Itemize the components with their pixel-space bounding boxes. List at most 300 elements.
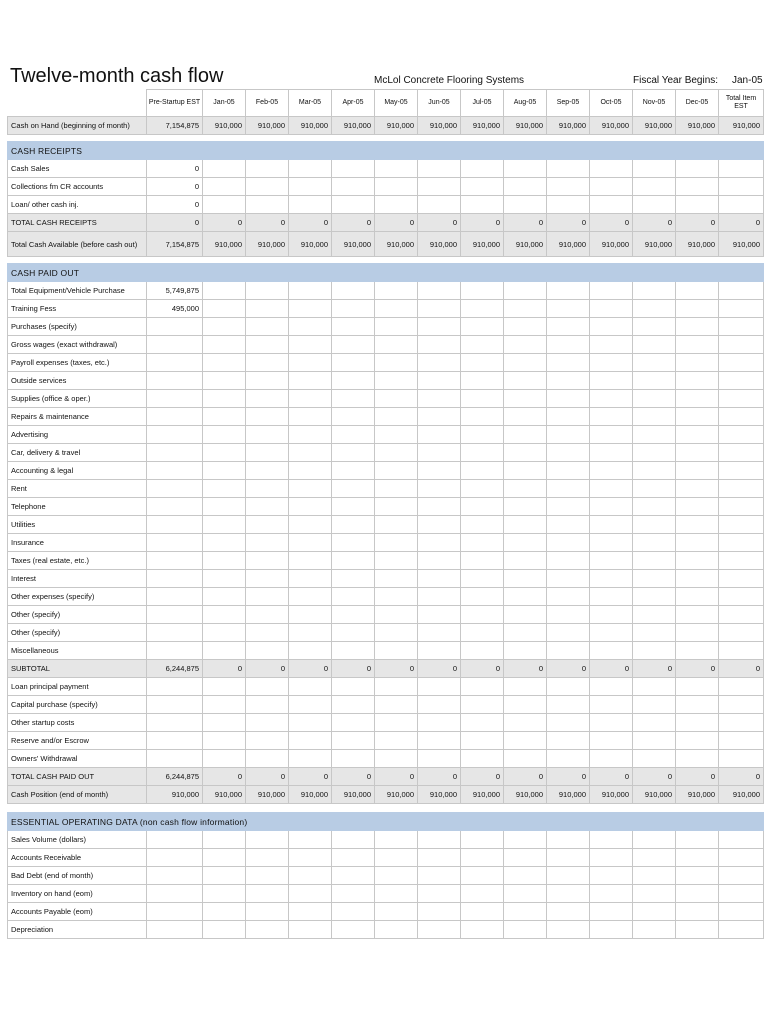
- cell-total-item-est[interactable]: [719, 867, 764, 885]
- cell-jun-05[interactable]: [418, 750, 461, 768]
- cell-jun-05[interactable]: [418, 408, 461, 426]
- cell-feb-05[interactable]: [246, 831, 289, 849]
- cell-mar-05[interactable]: [289, 196, 332, 214]
- cell-may-05[interactable]: [375, 570, 418, 588]
- cell-nov-05[interactable]: [633, 714, 676, 732]
- cell-aug-05[interactable]: [504, 282, 547, 300]
- cell-apr-05[interactable]: [332, 196, 375, 214]
- cell-sep-05[interactable]: [547, 714, 590, 732]
- cell-jun-05[interactable]: [418, 642, 461, 660]
- cell-oct-05[interactable]: [590, 678, 633, 696]
- cell-feb-05[interactable]: [246, 408, 289, 426]
- cell-jan-05[interactable]: [203, 160, 246, 178]
- cell-total-item-est[interactable]: [719, 336, 764, 354]
- cell-pre-startup-est[interactable]: 0: [147, 178, 203, 196]
- cell-oct-05[interactable]: [590, 516, 633, 534]
- cell-pre-startup-est[interactable]: 910,000: [147, 786, 203, 804]
- cell-sep-05[interactable]: 910,000: [547, 232, 590, 257]
- cell-sep-05[interactable]: [547, 867, 590, 885]
- cell-total-item-est[interactable]: [719, 282, 764, 300]
- cell-oct-05[interactable]: [590, 160, 633, 178]
- cell-apr-05[interactable]: [332, 178, 375, 196]
- cell-sep-05[interactable]: [547, 885, 590, 903]
- cell-jul-05[interactable]: 910,000: [461, 117, 504, 135]
- cell-mar-05[interactable]: [289, 462, 332, 480]
- cell-oct-05[interactable]: [590, 498, 633, 516]
- cell-jun-05[interactable]: [418, 282, 461, 300]
- cell-feb-05[interactable]: [246, 750, 289, 768]
- cell-oct-05[interactable]: [590, 642, 633, 660]
- cell-mar-05[interactable]: 910,000: [289, 786, 332, 804]
- cell-jun-05[interactable]: [418, 372, 461, 390]
- cell-apr-05[interactable]: [332, 372, 375, 390]
- cell-feb-05[interactable]: [246, 624, 289, 642]
- cell-total-item-est[interactable]: 0: [719, 768, 764, 786]
- cell-apr-05[interactable]: [332, 849, 375, 867]
- cell-sep-05[interactable]: [547, 178, 590, 196]
- cell-total-item-est[interactable]: [719, 606, 764, 624]
- cell-dec-05[interactable]: [676, 318, 719, 336]
- cell-total-item-est[interactable]: [719, 750, 764, 768]
- cell-mar-05[interactable]: [289, 849, 332, 867]
- cell-dec-05[interactable]: [676, 903, 719, 921]
- cell-pre-startup-est[interactable]: [147, 570, 203, 588]
- cell-apr-05[interactable]: 0: [332, 660, 375, 678]
- cell-jan-05[interactable]: [203, 480, 246, 498]
- cell-may-05[interactable]: [375, 354, 418, 372]
- cell-jan-05[interactable]: [203, 570, 246, 588]
- cell-aug-05[interactable]: 0: [504, 660, 547, 678]
- cell-jan-05[interactable]: [203, 750, 246, 768]
- cell-oct-05[interactable]: [590, 282, 633, 300]
- cell-feb-05[interactable]: [246, 318, 289, 336]
- cell-dec-05[interactable]: [676, 696, 719, 714]
- cell-jan-05[interactable]: [203, 867, 246, 885]
- cell-mar-05[interactable]: [289, 732, 332, 750]
- cell-jun-05[interactable]: [418, 588, 461, 606]
- cell-feb-05[interactable]: [246, 336, 289, 354]
- cell-nov-05[interactable]: [633, 336, 676, 354]
- cell-nov-05[interactable]: 0: [633, 768, 676, 786]
- cell-oct-05[interactable]: 0: [590, 660, 633, 678]
- cell-pre-startup-est[interactable]: [147, 534, 203, 552]
- cell-oct-05[interactable]: [590, 732, 633, 750]
- cell-jun-05[interactable]: [418, 462, 461, 480]
- cell-nov-05[interactable]: [633, 678, 676, 696]
- cell-dec-05[interactable]: 910,000: [676, 232, 719, 257]
- cell-total-item-est[interactable]: [719, 300, 764, 318]
- cell-nov-05[interactable]: [633, 534, 676, 552]
- cell-may-05[interactable]: [375, 624, 418, 642]
- cell-dec-05[interactable]: [676, 426, 719, 444]
- cell-may-05[interactable]: [375, 178, 418, 196]
- cell-mar-05[interactable]: 0: [289, 214, 332, 232]
- cell-nov-05[interactable]: [633, 750, 676, 768]
- cell-may-05[interactable]: [375, 831, 418, 849]
- cell-feb-05[interactable]: [246, 570, 289, 588]
- cell-jul-05[interactable]: [461, 354, 504, 372]
- cell-dec-05[interactable]: [676, 390, 719, 408]
- cell-aug-05[interactable]: 910,000: [504, 786, 547, 804]
- cell-sep-05[interactable]: [547, 354, 590, 372]
- cell-jun-05[interactable]: [418, 354, 461, 372]
- cell-aug-05[interactable]: [504, 885, 547, 903]
- cell-nov-05[interactable]: [633, 408, 676, 426]
- cell-feb-05[interactable]: [246, 160, 289, 178]
- cell-aug-05[interactable]: [504, 372, 547, 390]
- cell-jul-05[interactable]: 0: [461, 214, 504, 232]
- cell-pre-startup-est[interactable]: [147, 408, 203, 426]
- cell-dec-05[interactable]: [676, 498, 719, 516]
- cell-jan-05[interactable]: [203, 831, 246, 849]
- cell-jul-05[interactable]: 910,000: [461, 786, 504, 804]
- cell-jan-05[interactable]: [203, 678, 246, 696]
- cell-oct-05[interactable]: 910,000: [590, 117, 633, 135]
- cell-jan-05[interactable]: [203, 498, 246, 516]
- cell-nov-05[interactable]: [633, 570, 676, 588]
- cell-mar-05[interactable]: [289, 178, 332, 196]
- cell-aug-05[interactable]: [504, 498, 547, 516]
- cell-oct-05[interactable]: [590, 444, 633, 462]
- cell-aug-05[interactable]: [504, 300, 547, 318]
- cell-pre-startup-est[interactable]: [147, 714, 203, 732]
- cell-may-05[interactable]: [375, 921, 418, 939]
- cell-mar-05[interactable]: [289, 408, 332, 426]
- cell-dec-05[interactable]: [676, 606, 719, 624]
- cell-may-05[interactable]: 910,000: [375, 786, 418, 804]
- cell-jun-05[interactable]: [418, 336, 461, 354]
- cell-sep-05[interactable]: [547, 570, 590, 588]
- cell-jul-05[interactable]: [461, 160, 504, 178]
- cell-mar-05[interactable]: [289, 921, 332, 939]
- cell-jan-05[interactable]: [203, 282, 246, 300]
- cell-jun-05[interactable]: [418, 480, 461, 498]
- cell-feb-05[interactable]: 910,000: [246, 786, 289, 804]
- cell-pre-startup-est[interactable]: [147, 732, 203, 750]
- cell-nov-05[interactable]: [633, 372, 676, 390]
- cell-jan-05[interactable]: [203, 390, 246, 408]
- cell-apr-05[interactable]: [332, 354, 375, 372]
- cell-sep-05[interactable]: [547, 462, 590, 480]
- cell-oct-05[interactable]: 0: [590, 214, 633, 232]
- cell-aug-05[interactable]: [504, 178, 547, 196]
- cell-feb-05[interactable]: [246, 480, 289, 498]
- fiscal-year-value[interactable]: Jan-05: [732, 75, 763, 86]
- cell-mar-05[interactable]: [289, 696, 332, 714]
- cell-sep-05[interactable]: [547, 750, 590, 768]
- cell-oct-05[interactable]: [590, 885, 633, 903]
- cell-pre-startup-est[interactable]: 0: [147, 196, 203, 214]
- cell-jun-05[interactable]: [418, 714, 461, 732]
- cell-apr-05[interactable]: [332, 390, 375, 408]
- cell-jul-05[interactable]: [461, 390, 504, 408]
- cell-pre-startup-est[interactable]: [147, 444, 203, 462]
- cell-aug-05[interactable]: 910,000: [504, 232, 547, 257]
- cell-mar-05[interactable]: [289, 390, 332, 408]
- cell-total-item-est[interactable]: 0: [719, 660, 764, 678]
- cell-jan-05[interactable]: 910,000: [203, 232, 246, 257]
- cell-jan-05[interactable]: [203, 714, 246, 732]
- cell-pre-startup-est[interactable]: [147, 480, 203, 498]
- cell-jun-05[interactable]: [418, 606, 461, 624]
- cell-mar-05[interactable]: [289, 160, 332, 178]
- cell-apr-05[interactable]: [332, 444, 375, 462]
- cell-may-05[interactable]: [375, 534, 418, 552]
- cell-sep-05[interactable]: 0: [547, 768, 590, 786]
- cell-oct-05[interactable]: [590, 178, 633, 196]
- cell-jul-05[interactable]: [461, 903, 504, 921]
- cell-jul-05[interactable]: [461, 849, 504, 867]
- cell-total-item-est[interactable]: [719, 444, 764, 462]
- cell-jun-05[interactable]: [418, 885, 461, 903]
- cell-jun-05[interactable]: [418, 696, 461, 714]
- cell-nov-05[interactable]: [633, 732, 676, 750]
- cell-oct-05[interactable]: [590, 462, 633, 480]
- cell-may-05[interactable]: [375, 588, 418, 606]
- cell-nov-05[interactable]: [633, 498, 676, 516]
- cell-feb-05[interactable]: [246, 678, 289, 696]
- cell-pre-startup-est[interactable]: [147, 867, 203, 885]
- cell-jan-05[interactable]: [203, 516, 246, 534]
- cell-jan-05[interactable]: [203, 300, 246, 318]
- cell-jul-05[interactable]: [461, 714, 504, 732]
- cell-sep-05[interactable]: [547, 849, 590, 867]
- cell-nov-05[interactable]: [633, 160, 676, 178]
- cell-may-05[interactable]: [375, 372, 418, 390]
- cell-pre-startup-est[interactable]: [147, 588, 203, 606]
- cell-apr-05[interactable]: [332, 480, 375, 498]
- cell-jun-05[interactable]: [418, 178, 461, 196]
- cell-apr-05[interactable]: [332, 714, 375, 732]
- cell-mar-05[interactable]: [289, 750, 332, 768]
- cell-oct-05[interactable]: [590, 831, 633, 849]
- cell-jan-05[interactable]: 910,000: [203, 786, 246, 804]
- cell-may-05[interactable]: [375, 516, 418, 534]
- cell-nov-05[interactable]: [633, 300, 676, 318]
- cell-dec-05[interactable]: [676, 516, 719, 534]
- cell-sep-05[interactable]: [547, 408, 590, 426]
- cell-total-item-est[interactable]: 910,000: [719, 232, 764, 257]
- cell-jun-05[interactable]: 910,000: [418, 786, 461, 804]
- cell-feb-05[interactable]: [246, 921, 289, 939]
- cell-dec-05[interactable]: [676, 831, 719, 849]
- cell-sep-05[interactable]: [547, 921, 590, 939]
- cell-oct-05[interactable]: [590, 480, 633, 498]
- cell-pre-startup-est[interactable]: [147, 390, 203, 408]
- cell-may-05[interactable]: [375, 318, 418, 336]
- cell-aug-05[interactable]: [504, 336, 547, 354]
- cell-feb-05[interactable]: [246, 516, 289, 534]
- cell-may-05[interactable]: [375, 552, 418, 570]
- cell-sep-05[interactable]: [547, 624, 590, 642]
- cell-jan-05[interactable]: [203, 885, 246, 903]
- cell-nov-05[interactable]: [633, 426, 676, 444]
- cell-apr-05[interactable]: [332, 516, 375, 534]
- cell-nov-05[interactable]: [633, 921, 676, 939]
- cell-may-05[interactable]: [375, 732, 418, 750]
- cell-oct-05[interactable]: [590, 696, 633, 714]
- cell-apr-05[interactable]: [332, 831, 375, 849]
- cell-apr-05[interactable]: [332, 462, 375, 480]
- cell-feb-05[interactable]: 910,000: [246, 117, 289, 135]
- cell-feb-05[interactable]: [246, 372, 289, 390]
- cell-pre-startup-est[interactable]: [147, 498, 203, 516]
- cell-dec-05[interactable]: [676, 849, 719, 867]
- cell-oct-05[interactable]: [590, 903, 633, 921]
- cell-apr-05[interactable]: [332, 426, 375, 444]
- cell-pre-startup-est[interactable]: 0: [147, 160, 203, 178]
- cell-dec-05[interactable]: [676, 300, 719, 318]
- cell-jan-05[interactable]: [203, 642, 246, 660]
- cell-feb-05[interactable]: [246, 390, 289, 408]
- cell-may-05[interactable]: [375, 426, 418, 444]
- cell-jun-05[interactable]: [418, 160, 461, 178]
- cell-sep-05[interactable]: [547, 372, 590, 390]
- cell-dec-05[interactable]: [676, 714, 719, 732]
- cell-jun-05[interactable]: 0: [418, 214, 461, 232]
- cell-sep-05[interactable]: 0: [547, 214, 590, 232]
- cell-oct-05[interactable]: [590, 588, 633, 606]
- cell-pre-startup-est[interactable]: [147, 831, 203, 849]
- cell-may-05[interactable]: [375, 300, 418, 318]
- cell-nov-05[interactable]: [633, 885, 676, 903]
- cell-nov-05[interactable]: [633, 867, 676, 885]
- cell-mar-05[interactable]: [289, 885, 332, 903]
- cell-dec-05[interactable]: [676, 354, 719, 372]
- cell-mar-05[interactable]: [289, 516, 332, 534]
- cell-nov-05[interactable]: [633, 444, 676, 462]
- cell-sep-05[interactable]: [547, 642, 590, 660]
- cell-jul-05[interactable]: 910,000: [461, 232, 504, 257]
- cell-jul-05[interactable]: [461, 498, 504, 516]
- cell-feb-05[interactable]: 0: [246, 660, 289, 678]
- cell-dec-05[interactable]: 0: [676, 214, 719, 232]
- cell-aug-05[interactable]: [504, 570, 547, 588]
- cell-sep-05[interactable]: [547, 318, 590, 336]
- cell-aug-05[interactable]: [504, 831, 547, 849]
- cell-dec-05[interactable]: [676, 732, 719, 750]
- cell-may-05[interactable]: [375, 642, 418, 660]
- cell-nov-05[interactable]: [633, 354, 676, 372]
- cell-nov-05[interactable]: 910,000: [633, 232, 676, 257]
- cell-dec-05[interactable]: [676, 480, 719, 498]
- cell-sep-05[interactable]: [547, 534, 590, 552]
- cell-pre-startup-est[interactable]: [147, 921, 203, 939]
- cell-apr-05[interactable]: 910,000: [332, 117, 375, 135]
- cell-jul-05[interactable]: [461, 300, 504, 318]
- cell-mar-05[interactable]: [289, 624, 332, 642]
- cell-pre-startup-est[interactable]: [147, 426, 203, 444]
- cell-total-item-est[interactable]: [719, 714, 764, 732]
- cell-total-item-est[interactable]: [719, 196, 764, 214]
- cell-oct-05[interactable]: 0: [590, 768, 633, 786]
- cell-may-05[interactable]: [375, 336, 418, 354]
- cell-pre-startup-est[interactable]: 0: [147, 214, 203, 232]
- cell-mar-05[interactable]: [289, 498, 332, 516]
- cell-oct-05[interactable]: [590, 300, 633, 318]
- cell-apr-05[interactable]: [332, 678, 375, 696]
- cell-total-item-est[interactable]: [719, 426, 764, 444]
- cell-aug-05[interactable]: [504, 552, 547, 570]
- cell-total-item-est[interactable]: [719, 462, 764, 480]
- cell-jan-05[interactable]: [203, 336, 246, 354]
- cell-pre-startup-est[interactable]: [147, 552, 203, 570]
- cell-dec-05[interactable]: [676, 178, 719, 196]
- cell-aug-05[interactable]: [504, 849, 547, 867]
- cell-total-item-est[interactable]: [719, 480, 764, 498]
- cell-dec-05[interactable]: [676, 196, 719, 214]
- cell-nov-05[interactable]: [633, 696, 676, 714]
- cell-aug-05[interactable]: [504, 714, 547, 732]
- cell-apr-05[interactable]: [332, 282, 375, 300]
- cell-sep-05[interactable]: [547, 588, 590, 606]
- cell-dec-05[interactable]: [676, 867, 719, 885]
- cell-nov-05[interactable]: [633, 642, 676, 660]
- cell-nov-05[interactable]: [633, 462, 676, 480]
- cell-sep-05[interactable]: [547, 336, 590, 354]
- cell-apr-05[interactable]: 910,000: [332, 232, 375, 257]
- cell-feb-05[interactable]: 910,000: [246, 232, 289, 257]
- cell-jul-05[interactable]: [461, 732, 504, 750]
- cell-nov-05[interactable]: [633, 318, 676, 336]
- cell-sep-05[interactable]: [547, 426, 590, 444]
- cell-jan-05[interactable]: 0: [203, 768, 246, 786]
- cell-apr-05[interactable]: 0: [332, 768, 375, 786]
- cell-total-item-est[interactable]: [719, 552, 764, 570]
- cell-oct-05[interactable]: [590, 867, 633, 885]
- cell-mar-05[interactable]: [289, 570, 332, 588]
- cell-apr-05[interactable]: [332, 588, 375, 606]
- cell-total-item-est[interactable]: [719, 408, 764, 426]
- cell-feb-05[interactable]: [246, 196, 289, 214]
- cell-apr-05[interactable]: [332, 408, 375, 426]
- cell-pre-startup-est[interactable]: [147, 903, 203, 921]
- cell-jun-05[interactable]: [418, 534, 461, 552]
- cell-jul-05[interactable]: [461, 678, 504, 696]
- cell-mar-05[interactable]: [289, 282, 332, 300]
- cell-nov-05[interactable]: [633, 480, 676, 498]
- cell-mar-05[interactable]: 0: [289, 660, 332, 678]
- cell-oct-05[interactable]: [590, 426, 633, 444]
- cell-oct-05[interactable]: [590, 318, 633, 336]
- cell-sep-05[interactable]: [547, 196, 590, 214]
- cell-jun-05[interactable]: [418, 426, 461, 444]
- cell-feb-05[interactable]: [246, 867, 289, 885]
- cell-jan-05[interactable]: [203, 606, 246, 624]
- cell-pre-startup-est[interactable]: [147, 750, 203, 768]
- cell-oct-05[interactable]: [590, 336, 633, 354]
- cell-nov-05[interactable]: [633, 624, 676, 642]
- cell-jun-05[interactable]: [418, 196, 461, 214]
- cell-pre-startup-est[interactable]: [147, 336, 203, 354]
- cell-nov-05[interactable]: [633, 849, 676, 867]
- cell-feb-05[interactable]: [246, 534, 289, 552]
- cell-jul-05[interactable]: [461, 624, 504, 642]
- cell-may-05[interactable]: [375, 885, 418, 903]
- cell-mar-05[interactable]: [289, 426, 332, 444]
- cell-pre-startup-est[interactable]: 6,244,875: [147, 768, 203, 786]
- cell-dec-05[interactable]: [676, 642, 719, 660]
- cell-mar-05[interactable]: [289, 480, 332, 498]
- cell-jul-05[interactable]: [461, 570, 504, 588]
- cell-jul-05[interactable]: [461, 606, 504, 624]
- cell-apr-05[interactable]: [332, 921, 375, 939]
- cell-jan-05[interactable]: 910,000: [203, 117, 246, 135]
- cell-may-05[interactable]: [375, 408, 418, 426]
- cell-nov-05[interactable]: [633, 390, 676, 408]
- cell-jul-05[interactable]: [461, 282, 504, 300]
- cell-apr-05[interactable]: 0: [332, 214, 375, 232]
